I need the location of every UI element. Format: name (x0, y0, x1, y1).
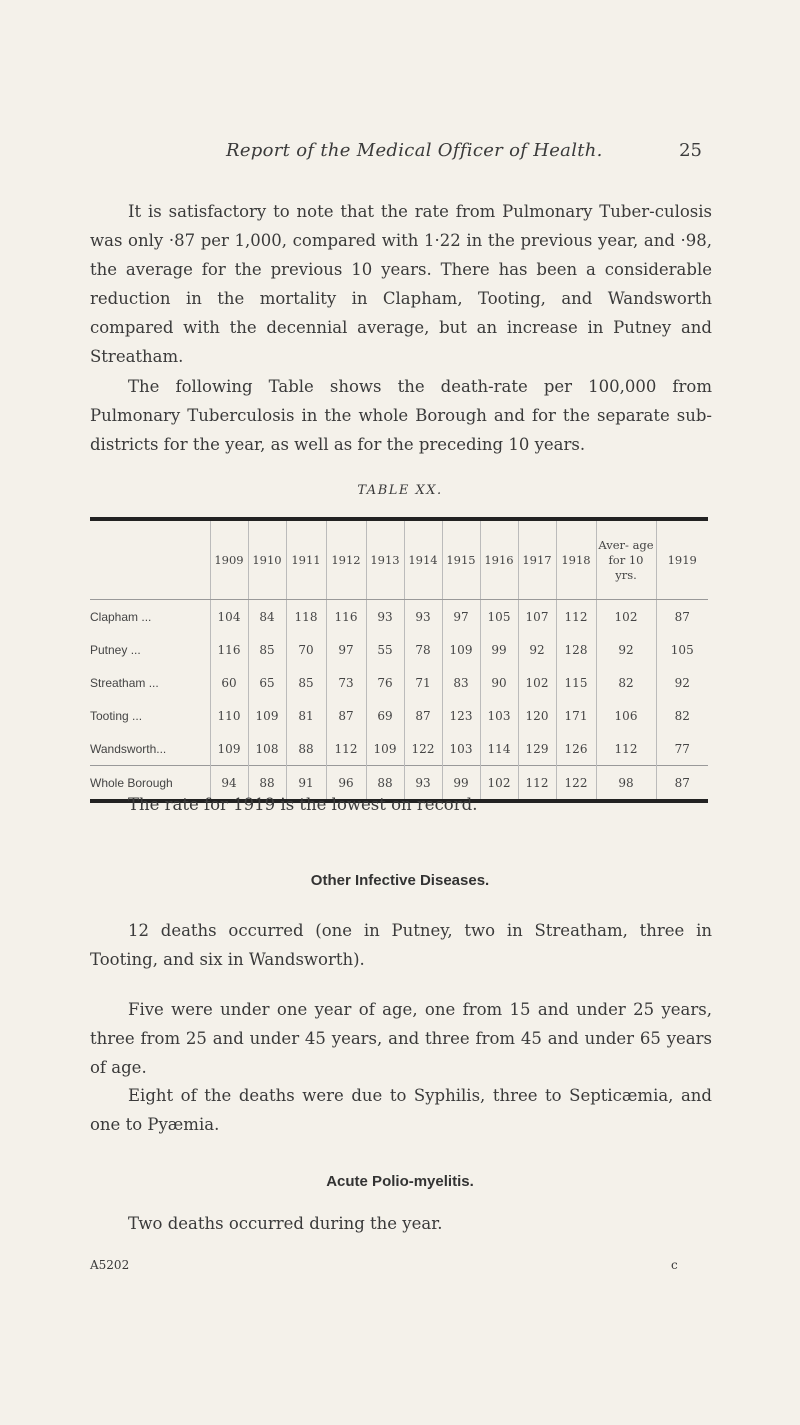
table-cell: 85 (248, 633, 286, 666)
table-cell: 97 (326, 633, 366, 666)
table-cell: 105 (656, 633, 708, 666)
column-header: 1909 (210, 521, 248, 600)
table-cell: 120 (518, 699, 556, 732)
row-label: Streatham ... (90, 675, 159, 690)
table-cell: 69 (366, 699, 404, 732)
table-cell: 122 (556, 766, 596, 800)
table-cell: 126 (556, 732, 596, 766)
table-cell: 112 (556, 600, 596, 634)
running-head (0, 140, 800, 170)
column-header: 1917 (518, 521, 556, 600)
column-header: 1916 (480, 521, 518, 600)
table-cell: 94 (210, 766, 248, 800)
table-cell: 115 (556, 666, 596, 699)
table-cell: 88 (366, 766, 404, 800)
column-header: 1918 (556, 521, 596, 600)
paragraph-infective-ages: Five were under one year of age, one from 15 and under 25 years, three from 25 and under 45 years, and three from 45 and under 65 years of age. (90, 1000, 712, 1077)
table-cell: 87 (656, 766, 708, 800)
table-row (90, 699, 708, 732)
corner-cell (90, 521, 210, 600)
table-cell: 93 (404, 766, 442, 800)
table-cell: 60 (210, 666, 248, 699)
footer-signature-code: A5202 (90, 1258, 130, 1272)
table-cell: 123 (442, 699, 480, 732)
table-cell: 103 (480, 699, 518, 732)
table-row (90, 633, 708, 666)
table-cell: 122 (404, 732, 442, 766)
table-cell: 116 (210, 633, 248, 666)
table-cell: 109 (248, 699, 286, 732)
table-cell: 87 (656, 600, 708, 634)
table-cell: 129 (518, 732, 556, 766)
report-title: Report of the Medical Officer of Health. (226, 140, 603, 161)
table-row (90, 666, 708, 699)
column-header: 1912 (326, 521, 366, 600)
table-cell: 128 (556, 633, 596, 666)
table-cell: 65 (248, 666, 286, 699)
table-cell: 73 (326, 666, 366, 699)
table-cell: 96 (326, 766, 366, 800)
table-cell: 71 (404, 666, 442, 699)
table-row (90, 732, 708, 766)
table-row (90, 600, 708, 634)
paragraph-tuberculosis-rate: It is satisfactory to note that the rate from Pulmonary Tuber-culosis was only ·87 per 1,000, compared with 1·22 in the previous year, and ·98, the average for the previous 10 years. There has been a considerable reduction in the mortality in Clapham, Tooting, and Wandsworth compared with the decennial average, but an increase in Putney and Streatham. (90, 202, 712, 366)
table-cell: 109 (366, 732, 404, 766)
table-cell: 108 (248, 732, 286, 766)
table-cell: 82 (656, 699, 708, 732)
table-cell: 102 (596, 600, 656, 634)
death-rate-table (90, 517, 708, 803)
table-cell: 82 (596, 666, 656, 699)
footer-sheet-mark: c (671, 1258, 678, 1272)
table-cell: 102 (480, 766, 518, 800)
column-header-average: Aver- age for 10 yrs. (596, 521, 656, 600)
table-cell: 109 (442, 633, 480, 666)
table-cell: 116 (326, 600, 366, 634)
column-header: 1913 (366, 521, 404, 600)
table-cell: 103 (442, 732, 480, 766)
table-cell: 55 (366, 633, 404, 666)
table-cell: 104 (210, 600, 248, 634)
table-cell: 92 (518, 633, 556, 666)
column-header: 1915 (442, 521, 480, 600)
paragraph-lowest-rate: The rate for 1919 is the lowest on record. (128, 795, 478, 814)
page-number: 25 (679, 140, 702, 161)
column-header: 1919 (656, 521, 708, 600)
table-cell: 97 (442, 600, 480, 634)
table-cell: 92 (596, 633, 656, 666)
paragraph-polio-deaths: Two deaths occurred during the year. (128, 1214, 443, 1233)
paragraph-table-intro: The following Table shows the death-rate per 100,000 from Pulmonary Tuberculosis in the whole Borough and for the separate sub-districts for the year, as well as for the preceding 10 years. (90, 377, 712, 454)
table-cell: 81 (286, 699, 326, 732)
table-cell: 105 (480, 600, 518, 634)
table-cell: 102 (518, 666, 556, 699)
table-cell: 70 (286, 633, 326, 666)
table-cell: 78 (404, 633, 442, 666)
table-cell: 84 (248, 600, 286, 634)
table-cell: 76 (366, 666, 404, 699)
table-cell: 93 (366, 600, 404, 634)
table-cell: 87 (326, 699, 366, 732)
table-cell: 112 (518, 766, 556, 800)
column-header: 1914 (404, 521, 442, 600)
table-cell: 106 (596, 699, 656, 732)
table-cell: 118 (286, 600, 326, 634)
table-cell: 109 (210, 732, 248, 766)
paragraph-infective-causes: Eight of the deaths were due to Syphilis, three to Septicæmia, and one to Pyæmia. (90, 1086, 712, 1134)
table-caption: TABLE XX. (357, 483, 443, 498)
table-cell: 92 (656, 666, 708, 699)
table-cell: 112 (596, 732, 656, 766)
column-header: 1910 (248, 521, 286, 600)
table-cell: 88 (286, 732, 326, 766)
table-header-row (90, 521, 708, 600)
column-header: 1911 (286, 521, 326, 600)
table-cell: 110 (210, 699, 248, 732)
row-label: Tooting ... (90, 708, 143, 723)
table-cell: 107 (518, 600, 556, 634)
row-label: Putney ... (90, 642, 141, 657)
table-cell: 99 (480, 633, 518, 666)
paragraph-infective-deaths: 12 deaths occurred (one in Putney, two in Streatham, three in Tooting, and six in Wandsworth). (90, 921, 712, 969)
table-cell: 99 (442, 766, 480, 800)
table-cell: 112 (326, 732, 366, 766)
table-cell: 88 (248, 766, 286, 800)
table-cell: 93 (404, 600, 442, 634)
heading-other-infective-diseases: Other Infective Diseases. (310, 872, 490, 889)
table-cell: 171 (556, 699, 596, 732)
table-cell: 87 (404, 699, 442, 732)
table-cell: 85 (286, 666, 326, 699)
table-cell: 77 (656, 732, 708, 766)
row-label: Whole Borough (90, 766, 210, 800)
row-label: Wandsworth... (90, 741, 167, 756)
heading-acute-polio-myelitis: Acute Polio-myelitis. (326, 1173, 474, 1190)
table-cell: 83 (442, 666, 480, 699)
table-cell: 98 (596, 766, 656, 800)
table-cell: 114 (480, 732, 518, 766)
table-cell: 91 (286, 766, 326, 800)
row-label: Clapham ... (90, 609, 152, 624)
table-cell: 90 (480, 666, 518, 699)
